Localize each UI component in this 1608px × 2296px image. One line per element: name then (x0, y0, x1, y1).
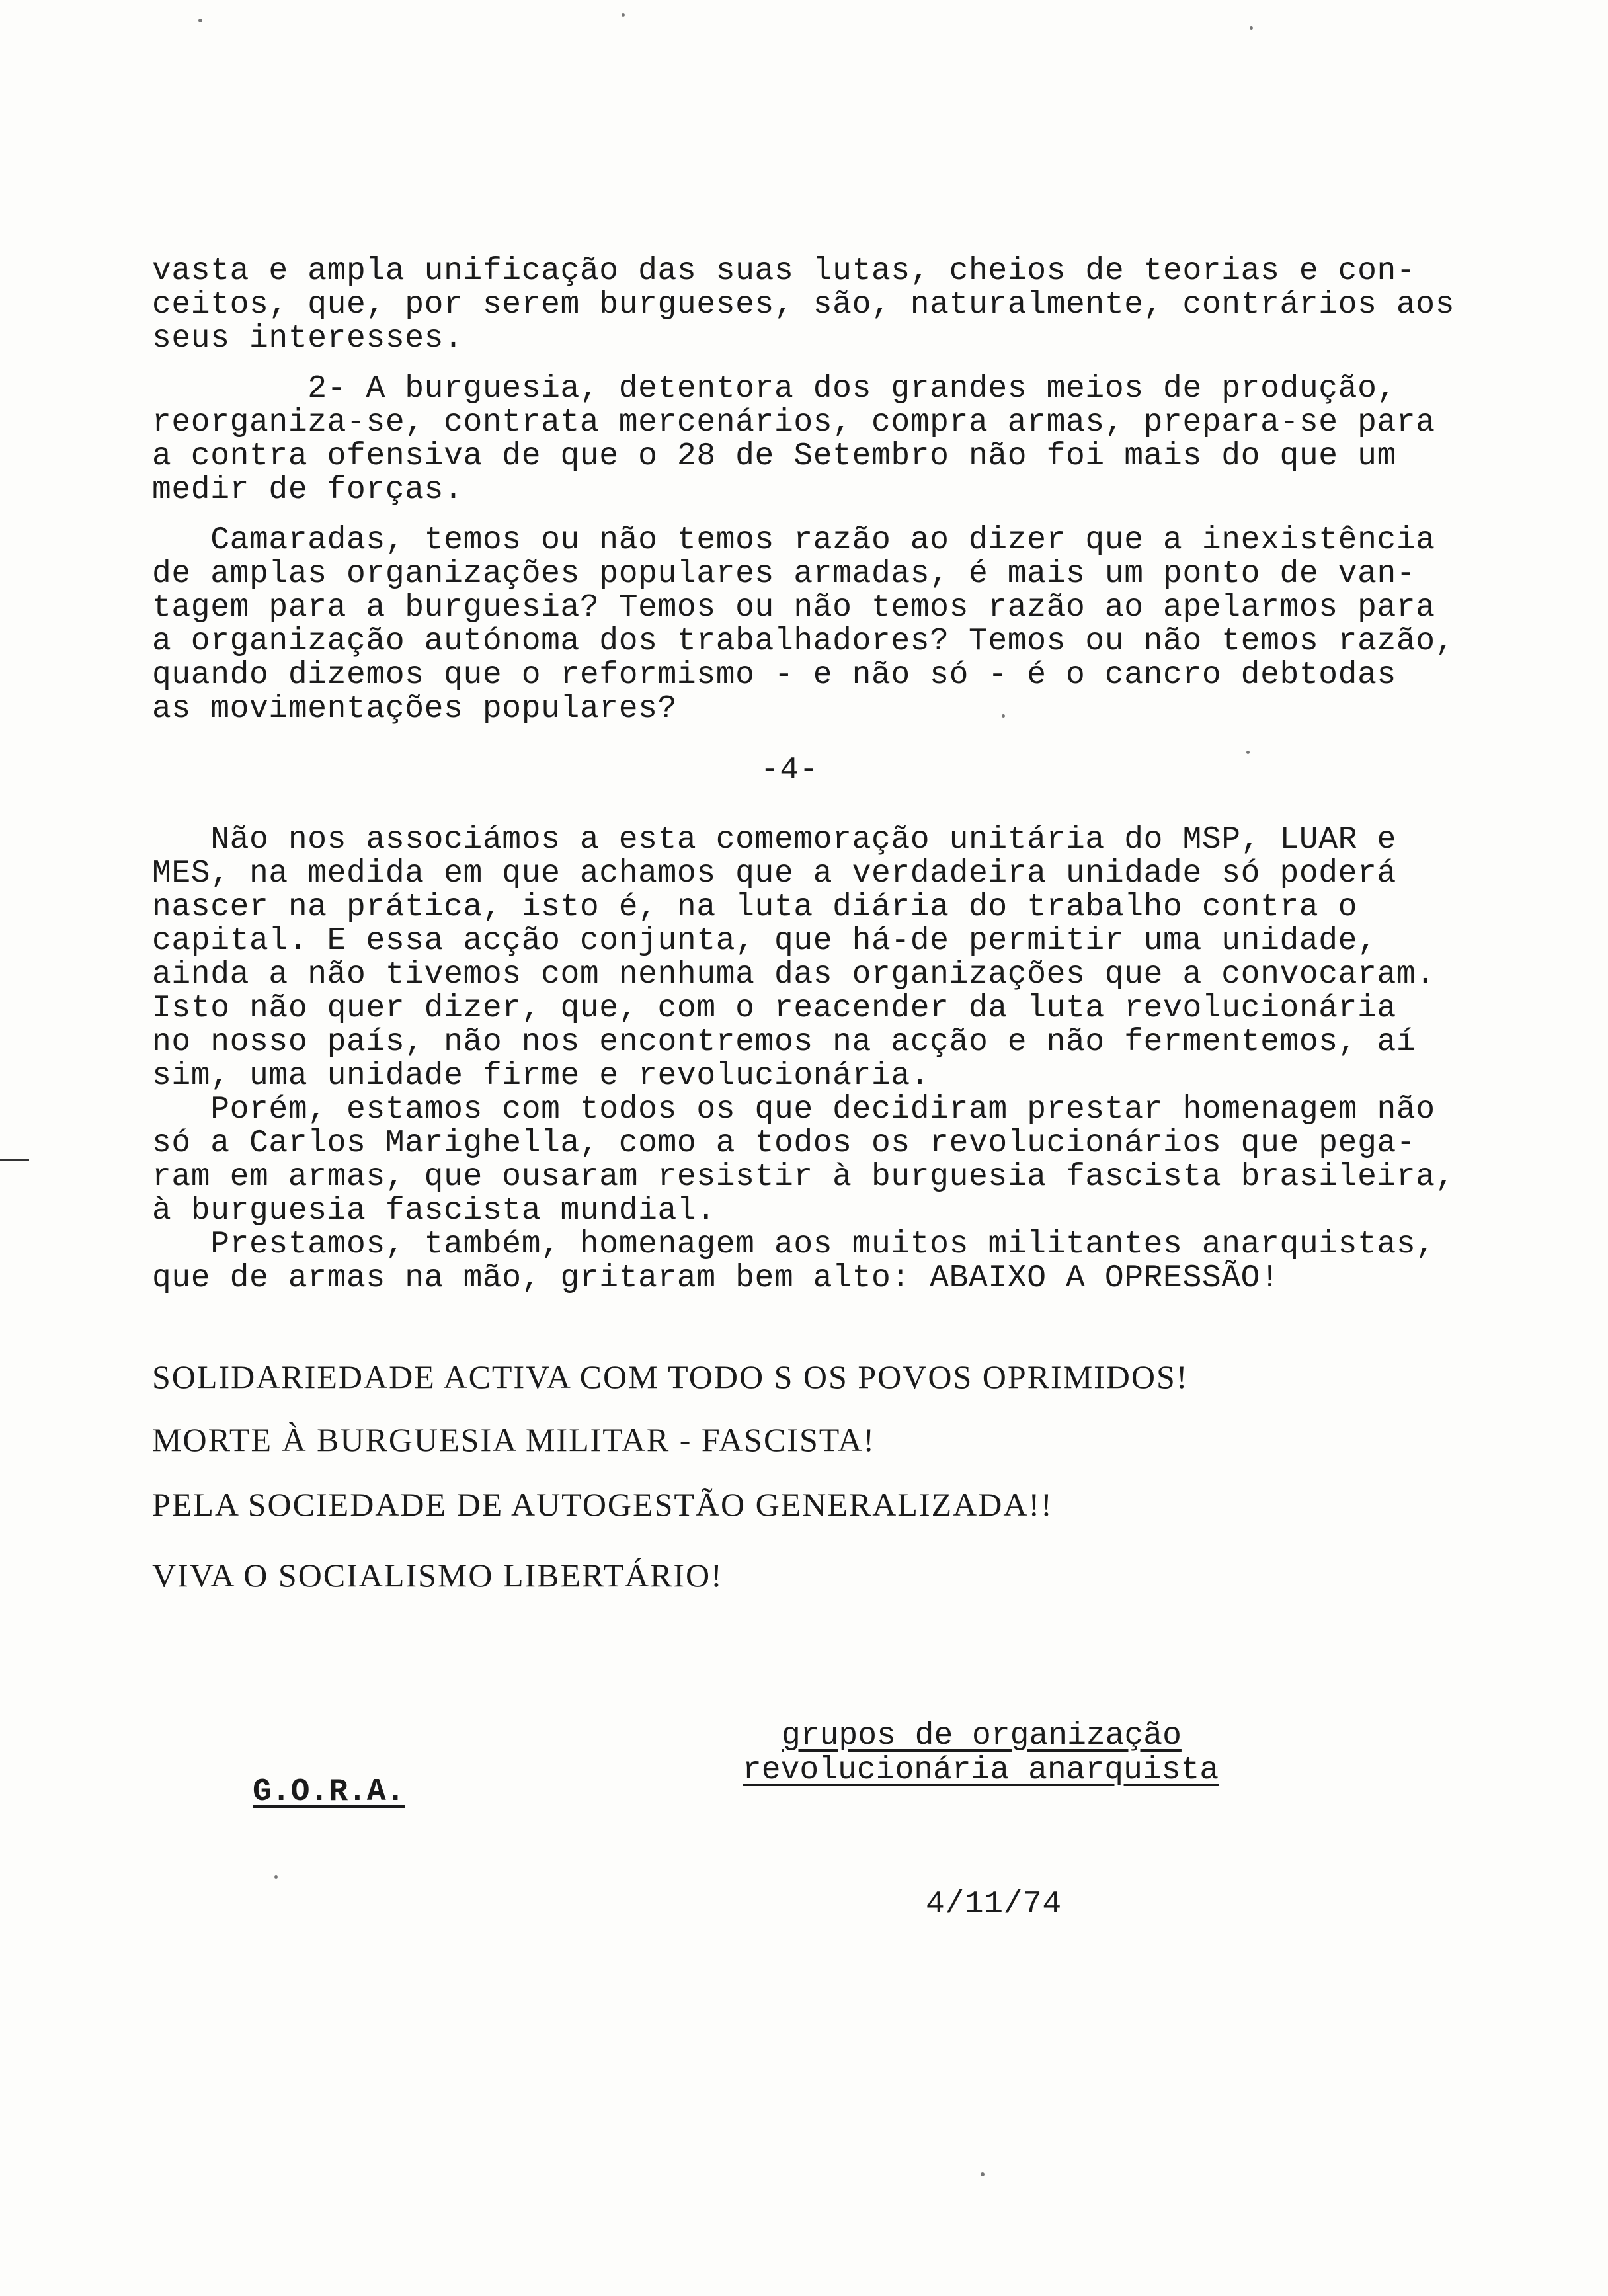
slogan: SOLIDARIEDADE ACTIVA COM TODO S OS POVOS OPRIMIDOS! (152, 1358, 1189, 1395)
text-line: MES, na medida em que achamos que a verdadeira unidade só poderá (152, 856, 1396, 891)
text-line: ceitos, que, por serem burgueses, são, naturalmente, contrários aos (152, 287, 1455, 323)
text-line: a organização autónoma dos trabalhadores? Temos ou não temos razão, (152, 624, 1455, 659)
scan-speck (1002, 714, 1005, 718)
text-line: as movimentações populares? (152, 691, 677, 727)
text-line: Prestamos, também, homenagem aos muitos militantes anarquistas, (152, 1227, 1435, 1262)
text-line: ram em armas, que ousaram resistir à burguesia fascista brasileira, (152, 1159, 1455, 1195)
text-line: capital. E essa acção conjunta, que há-de permitir uma unidade, (152, 923, 1377, 959)
scan-speck (981, 2172, 985, 2176)
scan-speck (1250, 26, 1253, 30)
scan-speck (1246, 751, 1250, 754)
text-line: Isto não quer dizer, que, com o reacender da luta revolucionária (152, 991, 1396, 1026)
document-date: 4/11/74 (926, 1887, 1062, 1922)
text-line: vasta e ampla unificação das suas lutas, cheios de teorias e con- (152, 253, 1416, 289)
text-line: reorganiza-se, contrata mercenários, compra armas, prepara-se para (152, 405, 1435, 440)
text-line: só a Carlos Marighella, como a todos os revolucionários que pega- (152, 1126, 1416, 1161)
page-number: -4- (760, 753, 819, 788)
text-line: que de armas na mão, gritaram bem alto: ABAIXO A OPRESSÃO! (152, 1260, 1280, 1296)
text-line: tagem para a burguesia? Temos ou não temos razão ao apelarmos para (152, 590, 1435, 626)
scan-speck (198, 19, 202, 22)
text-line: Camaradas, temos ou não temos razão ao dizer que a inexistência (152, 522, 1435, 558)
text-line: ainda a não tivemos com nenhuma das organizações que a convocaram. (152, 957, 1435, 993)
text-line: seus interesses. (152, 321, 463, 356)
organization-name-line-1: grupos de organização (782, 1718, 1182, 1754)
text-line: Não nos associámos a esta comemoração unitária do MSP, LUAR e (152, 822, 1396, 858)
text-line: 2- A burguesia, detentora dos grandes meios de produção, (152, 371, 1396, 407)
text-line: à burguesia fascista mundial. (152, 1193, 716, 1229)
slogan: PELA SOCIEDADE DE AUTOGESTÃO GENERALIZADA!! (152, 1486, 1053, 1523)
organization-name-line-2: revolucionária anarquista (743, 1752, 1219, 1788)
scan-speck (622, 13, 625, 17)
text-line: no nosso país, não nos encontremos na acção e não fermentemos, aí (152, 1024, 1416, 1060)
scan-edge-mark (0, 1159, 29, 1161)
text-line: de amplas organizações populares armadas, é mais um ponto de van- (152, 556, 1416, 592)
slogan: VIVA O SOCIALISMO LIBERTÁRIO! (152, 1557, 723, 1594)
text-line: sim, uma unidade firme e revolucionária. (152, 1058, 930, 1094)
text-line: a contra ofensiva de que o 28 de Setembro não foi mais do que um (152, 438, 1396, 474)
slogan: MORTE À BURGUESIA MILITAR - FASCISTA! (152, 1421, 876, 1458)
text-line: nascer na prática, isto é, na luta diária do trabalho contra o (152, 889, 1358, 925)
text-line: Porém, estamos com todos os que decidiram prestar homenagem não (152, 1092, 1435, 1128)
text-line: medir de forças. (152, 472, 463, 508)
organization-acronym: G.O.R.A. (253, 1774, 405, 1810)
text-line: quando dizemos que o reformismo - e não só - é o cancro debtodas (152, 657, 1396, 693)
scan-speck (274, 1875, 278, 1879)
